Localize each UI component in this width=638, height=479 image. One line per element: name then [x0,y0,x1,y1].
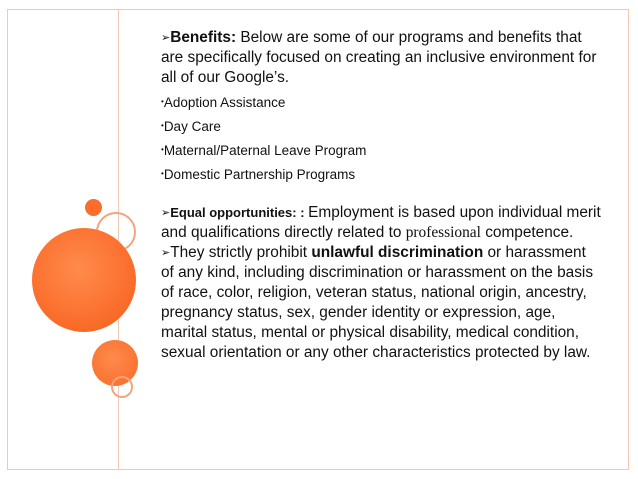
small-orange-circle [85,199,102,216]
list-item [161,162,601,186]
equal-opportunities-text: Employment is based upon individual merit and qualifications directly related to [161,204,601,241]
list-item-label: Maternal/Paternal Leave Program [163,143,367,158]
arrow-bullet-icon: ➢ [161,32,171,44]
dot-bullet-icon: • [161,121,164,130]
professional-word: professional [405,224,481,241]
heading-colon: : [296,205,309,220]
large-orange-circle [32,228,136,332]
outline-ring-bottom [111,376,133,398]
list-item [161,138,601,162]
discrimination-bold: unlawful discrimination [311,244,484,261]
discrimination-text-end: or harassment of any kind, including discrimination or harassment on the basis of race, color, religion, veteran status, national origin, ancestry, pregnancy status, sex, gender identity or expression, age, marital status, mental or physical disability, medical condition, sexual orientation or any other characteristics protected by law. [161,244,594,361]
discrimination-text-start: They strictly prohibit [170,244,312,261]
arrow-bullet-icon: ➢ [161,207,171,219]
list-item [161,90,601,114]
dot-bullet-icon: • [161,169,164,178]
dot-bullet-icon: • [161,97,164,106]
equal-opportunities-text-end: competence. [480,224,574,241]
slide-content [161,28,601,363]
arrow-bullet-icon: ➢ [161,247,171,259]
discrimination-paragraph [161,243,601,363]
list-item-label: Adoption Assistance [163,95,286,110]
benefits-paragraph [161,28,601,88]
benefits-heading: Benefits: [170,29,237,46]
list-item [161,114,601,138]
list-item-label: Day Care [163,119,221,134]
equal-opportunities-heading: Equal opportunities: [170,205,297,220]
equal-opportunities-paragraph [161,203,601,243]
dot-bullet-icon: • [161,145,164,154]
benefits-text: Below are some of our programs and benefits that are specifically focused on creating an inclusive environment for all of our Google’s. [161,29,597,86]
list-item-label: Domestic Partnership Programs [163,167,356,182]
